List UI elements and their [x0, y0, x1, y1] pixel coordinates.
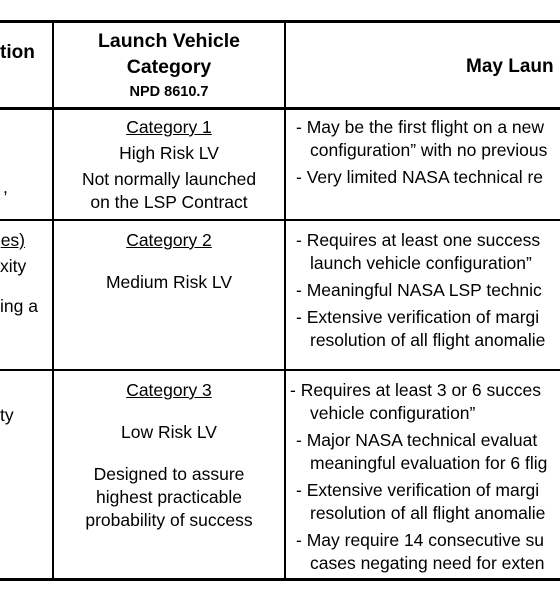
row1-bullet-1	[286, 116, 560, 162]
row1-category	[54, 116, 284, 214]
row2-bullet-3-line2: resolution of all flight anomalie	[310, 330, 546, 350]
category1-title: Category 1	[126, 117, 212, 137]
category3-risk: Low Risk LV	[121, 422, 217, 442]
row2-bullets	[286, 229, 560, 352]
category1-note-line1: Not normally launched	[81, 169, 257, 189]
row2-category	[54, 229, 284, 294]
row2-col1-line3: ing a	[0, 296, 38, 316]
header-col1: tion	[0, 42, 35, 63]
row2-bottom-border	[0, 369, 560, 371]
row1-col1-line1: ,	[3, 177, 8, 197]
row3-category	[54, 379, 284, 532]
row2-bullet-2-line1: - Meaningful NASA LSP technic	[296, 280, 542, 300]
category3-note-line2: highest practicable	[96, 487, 242, 507]
category1-risk: High Risk LV	[119, 143, 219, 163]
row2-col1-line2: xity	[0, 256, 27, 276]
row3-bullet-3-line1: - Extensive verification of margi	[296, 480, 540, 500]
category3-title: Category 3	[126, 380, 212, 400]
row3-bullet-3-line2: resolution of all flight anomalie	[310, 503, 546, 523]
row3-bullet-2	[286, 429, 560, 475]
table-bottom-border	[0, 578, 560, 581]
row1-bullet-1-line1: - May be the first flight on a new	[296, 117, 545, 137]
row1-bullet-2-line1: - Very limited NASA technical re	[296, 167, 544, 187]
row2-bullet-2	[286, 279, 560, 302]
header-launch-vehicle-category	[54, 28, 284, 104]
row3-bullet-1	[286, 379, 560, 425]
row3-bullets	[286, 379, 560, 575]
row2-col1-line1: es)	[0, 230, 25, 250]
category3-note-line1: Designed to assure	[93, 464, 245, 484]
header-may-launch: May Laun	[466, 56, 554, 77]
row3-bullet-4-line1: - May require 14 consecutive su	[296, 530, 545, 550]
row3-bullet-1-line2: vehicle configuration”	[310, 403, 476, 423]
row3-col1	[0, 404, 52, 427]
header-col2-line1: Launch Vehicle	[98, 30, 240, 52]
row2-bullet-3-line1: - Extensive verification of margi	[296, 307, 540, 327]
header-col2-sub: NPD 8610.7	[129, 84, 209, 100]
row1-bullets	[286, 116, 560, 189]
row3-bullet-1-line1: - Requires at least 3 or 6 succes	[290, 380, 541, 400]
row3-col1-line1: ty	[0, 405, 14, 425]
row2-bullet-1-line1: - Requires at least one success	[296, 230, 541, 250]
row3-bullet-2-line1: - Major NASA technical evaluat	[296, 430, 538, 450]
row1-col1	[0, 176, 52, 199]
category2-title: Category 2	[126, 230, 212, 250]
header-bottom-border	[0, 107, 560, 110]
row1-bottom-border	[0, 219, 560, 221]
category2-risk: Medium Risk LV	[105, 272, 233, 292]
table-top-border	[0, 20, 560, 23]
row3-bullet-4-line2: cases negating need for exten	[310, 553, 545, 573]
row2-bullet-1-line2: launch vehicle configuration”	[310, 253, 532, 273]
row2-bullet-1	[286, 229, 560, 275]
row3-bullet-4	[286, 529, 560, 575]
row1-bullet-1-line2: configuration” with no previous	[310, 140, 548, 160]
header-col2-line2: Category	[126, 56, 212, 78]
row3-bullet-3	[286, 479, 560, 525]
row1-bullet-2	[286, 166, 560, 189]
row2-bullet-3	[286, 306, 560, 352]
row2-col1	[0, 229, 52, 318]
category3-note-line3: probability of success	[85, 510, 253, 530]
row3-bullet-2-line2: meaningful evaluation for 6 flig	[310, 453, 548, 473]
category1-note-line2: on the LSP Contract	[90, 192, 248, 212]
